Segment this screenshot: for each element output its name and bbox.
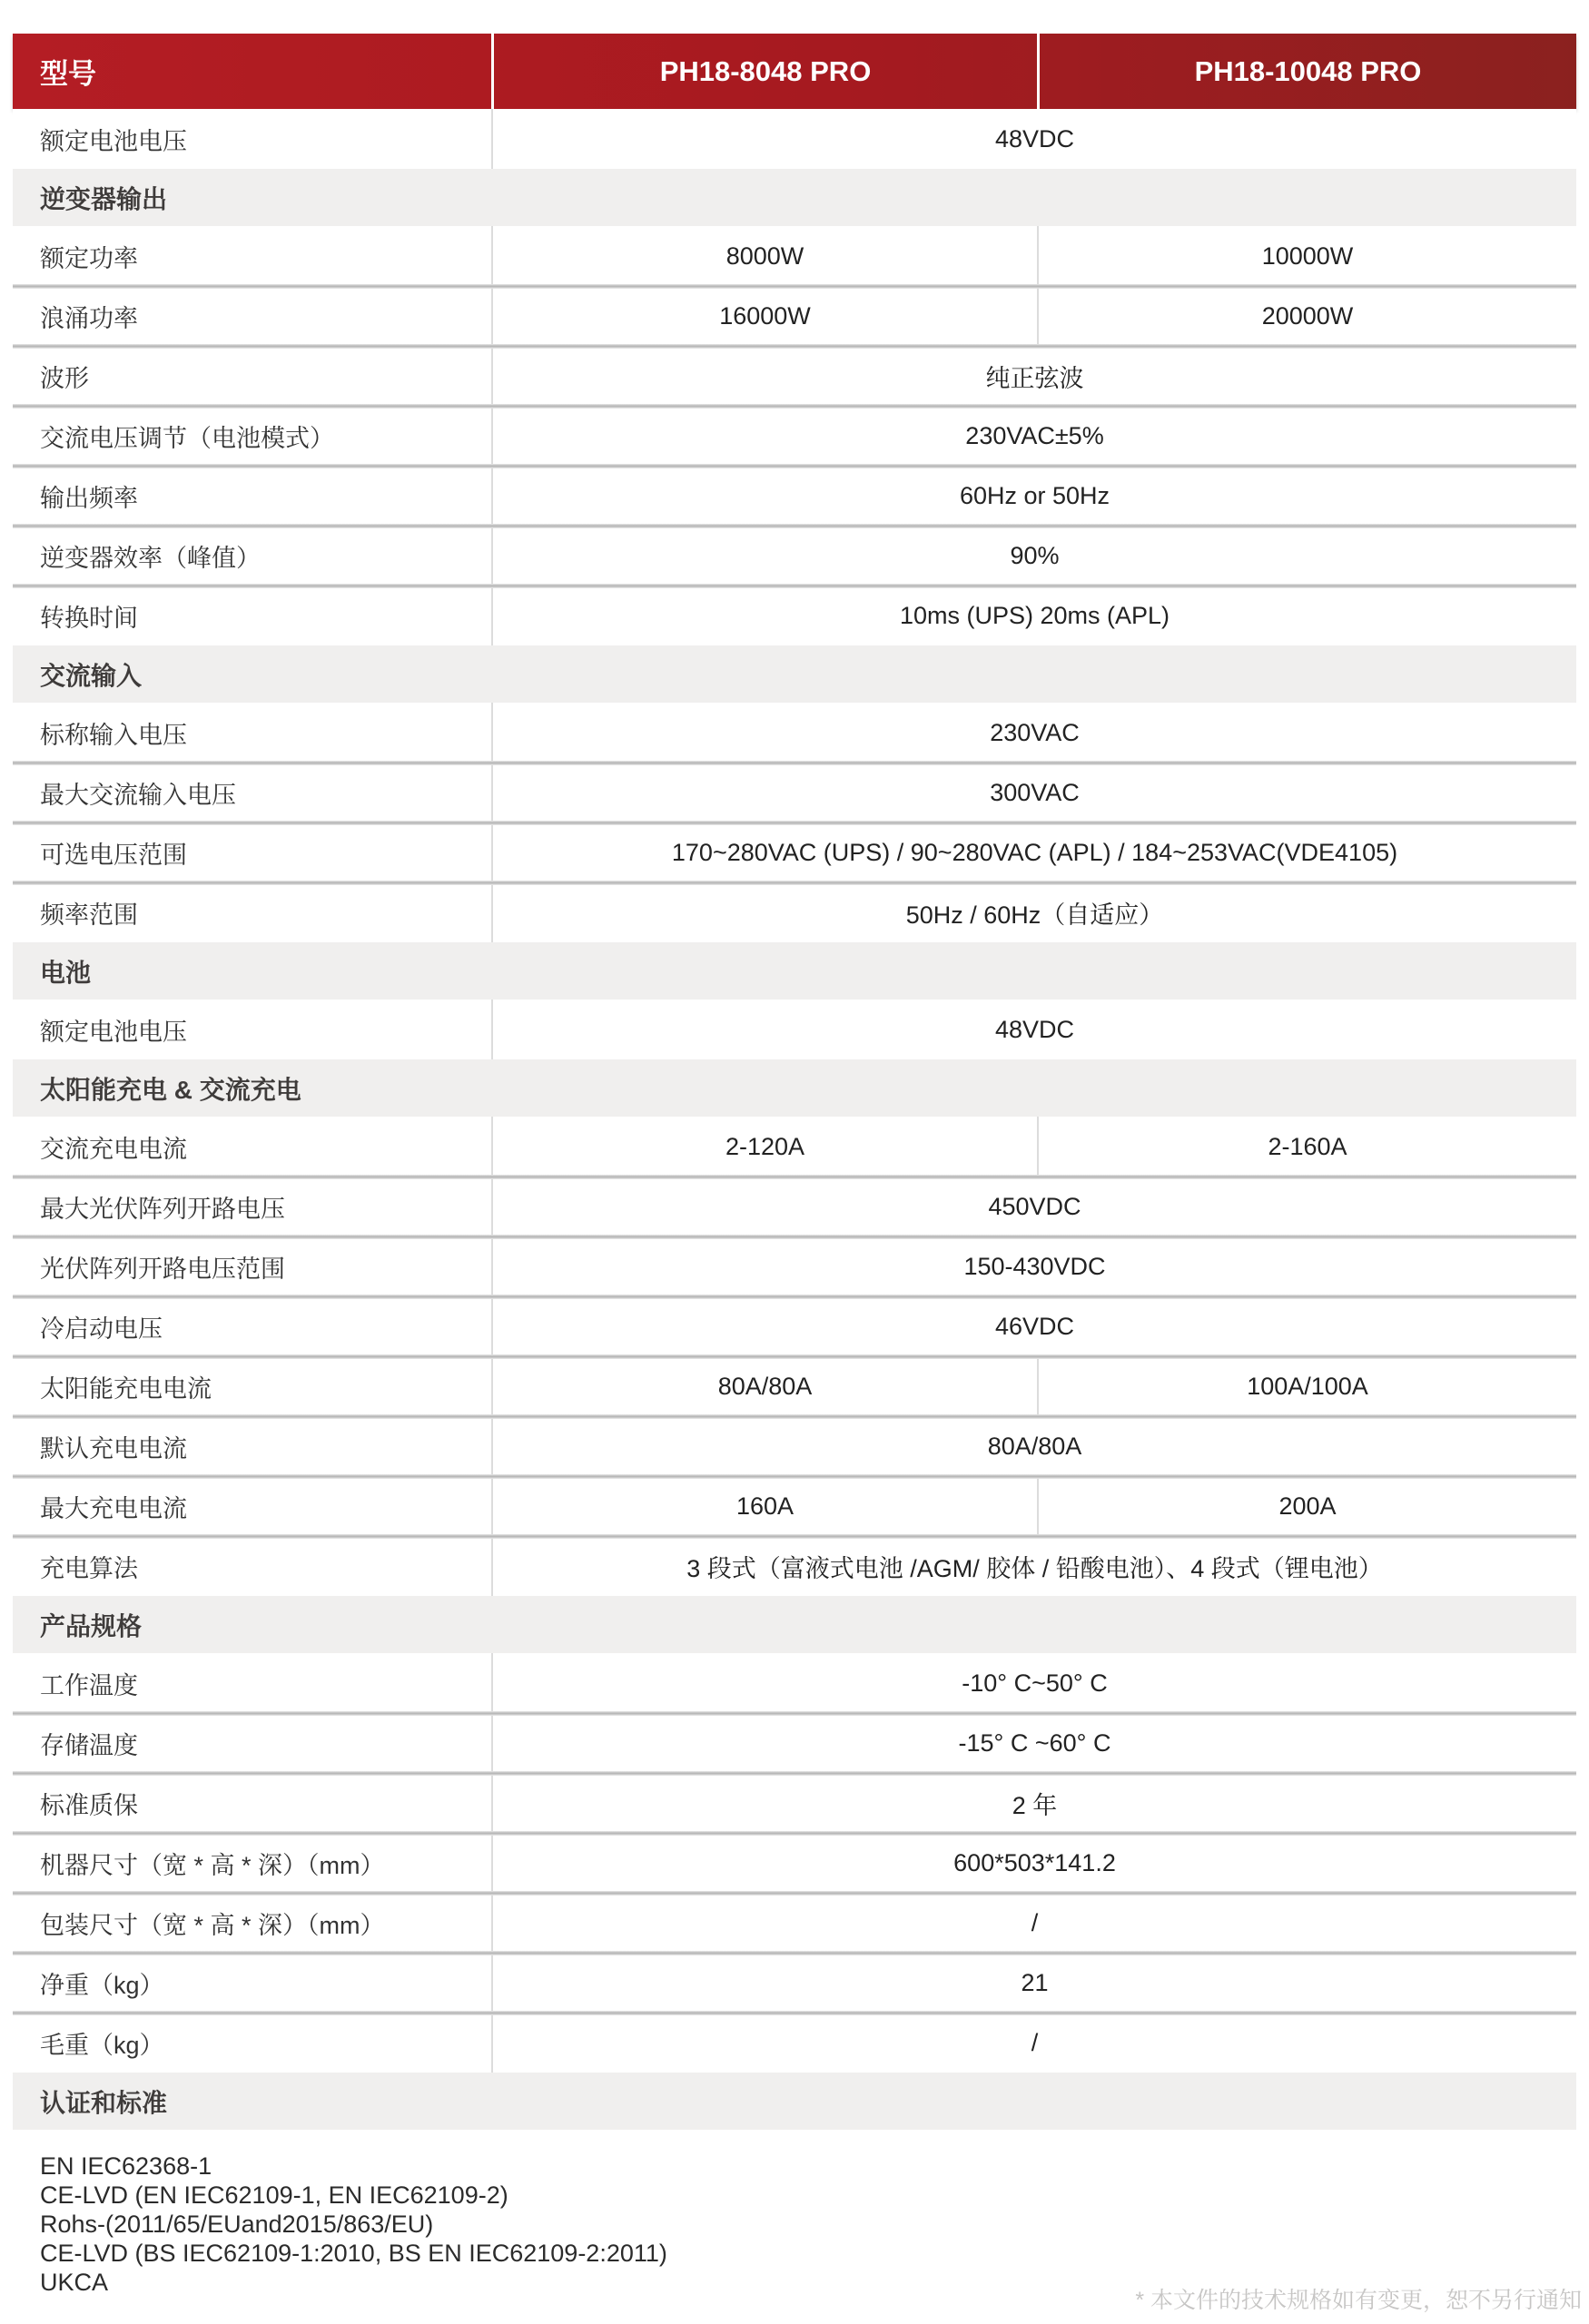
spec-label: 浪涌功率 [40, 304, 138, 332]
spec-row [13, 1833, 1576, 1893]
spec-row [13, 1000, 1576, 1059]
spec-label: 冷启动电压 [40, 1315, 163, 1343]
spec-value-product-2: 200A [1037, 1476, 1576, 1536]
spec-value: 170~280VAC (UPS) / 90~280VAC (APL) / 184~253VAC(VDE4105) [491, 822, 1576, 882]
spec-row [13, 1117, 1576, 1177]
table-body [13, 109, 1576, 2130]
certification-line: EN IEC62368-1 [40, 2152, 212, 2180]
spec-value-product-2: 20000W [1037, 286, 1576, 346]
spec-label: 频率范围 [40, 901, 138, 929]
spec-value: 90% [491, 526, 1576, 586]
spec-row [13, 586, 1576, 645]
spec-label: 额定电池电压 [40, 127, 187, 155]
spec-label: 交流电压调节（电池模式） [40, 424, 334, 452]
spec-label: 最大光伏阵列开路电压 [40, 1195, 285, 1223]
spec-label: 默认充电电流 [40, 1434, 187, 1462]
spec-row [13, 226, 1576, 286]
spec-value: 48VDC [491, 109, 1576, 169]
spec-row [13, 822, 1576, 882]
spec-value: / [491, 1893, 1576, 1953]
spec-label: 交流充电电流 [40, 1135, 187, 1163]
spec-row [13, 286, 1576, 346]
section-header-row [13, 645, 1576, 703]
spec-value-product-1: 8000W [491, 226, 1037, 286]
product-column-header-1: PH18-8048 PRO [491, 34, 1037, 109]
spec-label: 可选电压范围 [40, 841, 187, 869]
spec-label: 毛重（kg） [40, 2031, 164, 2059]
spec-table [13, 34, 1576, 2306]
spec-row [13, 1177, 1576, 1236]
spec-label: 转换时间 [40, 604, 138, 632]
section-header-row [13, 1596, 1576, 1653]
spec-value-product-1: 2-120A [491, 1117, 1037, 1177]
certification-line: Rohs-(2011/65/EUand2015/863/EU) [40, 2211, 434, 2238]
spec-label: 波形 [40, 364, 89, 392]
section-title: 产品规格 [40, 1611, 143, 1640]
spec-value: 450VDC [491, 1177, 1576, 1236]
spec-row [13, 703, 1576, 763]
spec-value: 3 段式（富液式电池 /AGM/ 胶体 / 铅酸电池）、4 段式（锂电池） [491, 1536, 1576, 1596]
spec-row [13, 1476, 1576, 1536]
spec-label: 工作温度 [40, 1671, 138, 1699]
section-header-row [13, 2073, 1576, 2130]
certification-line: CE-LVD (BS IEC62109-1:2010, BS EN IEC62109-2:2011) [40, 2240, 667, 2267]
spec-label: 逆变器效率（峰值） [40, 544, 261, 572]
spec-label: 太阳能充电电流 [40, 1374, 212, 1403]
spec-value: -10° C~50° C [491, 1653, 1576, 1713]
spec-row [13, 2013, 1576, 2073]
spec-value: / [491, 2013, 1576, 2073]
spec-label: 最大充电电流 [40, 1494, 187, 1522]
section-title: 逆变器输出 [40, 184, 168, 213]
spec-value: 21 [491, 1953, 1576, 2013]
spec-row [13, 1653, 1576, 1713]
certification-line: UKCA [40, 2269, 109, 2296]
spec-value: 230VAC [491, 703, 1576, 763]
spec-row [13, 1893, 1576, 1953]
spec-row [13, 1536, 1576, 1596]
spec-row [13, 882, 1576, 942]
spec-label: 输出频率 [40, 484, 138, 512]
spec-value: 2 年 [491, 1773, 1576, 1833]
spec-value: 600*503*141.2 [491, 1833, 1576, 1893]
spec-label: 存储温度 [40, 1731, 138, 1759]
spec-value: 纯正弦波 [491, 346, 1576, 406]
section-header-row [13, 942, 1576, 1000]
spec-value-product-1: 80A/80A [491, 1356, 1037, 1416]
certification-line: CE-LVD (EN IEC62109-1, EN IEC62109-2) [40, 2181, 508, 2209]
spec-row [13, 1356, 1576, 1416]
spec-row [13, 1953, 1576, 2013]
model-column-header: 型号 [40, 58, 96, 90]
spec-row [13, 526, 1576, 586]
section-title: 认证和标准 [40, 2088, 168, 2117]
spec-value: 60Hz or 50Hz [491, 466, 1576, 526]
spec-value: 50Hz / 60Hz（自适应） [491, 882, 1576, 942]
spec-value-product-2: 100A/100A [1037, 1356, 1576, 1416]
spec-value: 230VAC±5% [491, 406, 1576, 466]
certifications-block [13, 2130, 1576, 2306]
product-column-header-2: PH18-10048 PRO [1037, 34, 1576, 109]
spec-value-product-2: 2-160A [1037, 1117, 1576, 1177]
spec-row [13, 1713, 1576, 1773]
spec-label: 充电算法 [40, 1554, 138, 1582]
section-title: 太阳能充电 & 交流充电 [40, 1075, 301, 1104]
spec-row [13, 406, 1576, 466]
footnote: * 本文件的技术规格如有变更，恕不另行通知 [1135, 2288, 1582, 2313]
spec-value: 48VDC [491, 1000, 1576, 1059]
spec-row [13, 1296, 1576, 1356]
section-header-row [13, 169, 1576, 226]
spec-row [13, 763, 1576, 822]
spec-label: 标准质保 [40, 1791, 138, 1819]
spec-label: 标称输入电压 [40, 721, 187, 749]
spec-row [13, 466, 1576, 526]
spec-value: -15° C ~60° C [491, 1713, 1576, 1773]
spec-label: 净重（kg） [40, 1971, 164, 1999]
spec-row [13, 109, 1576, 169]
table-header-row [13, 34, 1576, 109]
section-header-row [13, 1059, 1576, 1117]
spec-value-product-1: 160A [491, 1476, 1037, 1536]
spec-row [13, 1773, 1576, 1833]
spec-value: 300VAC [491, 763, 1576, 822]
spec-value-product-2: 10000W [1037, 226, 1576, 286]
spec-label: 包装尺寸（宽 * 高 * 深）（mm） [40, 1911, 385, 1939]
spec-row [13, 346, 1576, 406]
spec-value: 10ms (UPS) 20ms (APL) [491, 586, 1576, 645]
spec-row [13, 1416, 1576, 1476]
section-title: 交流输入 [40, 661, 143, 690]
spec-label: 额定功率 [40, 244, 138, 272]
spec-label: 光伏阵列开路电压范围 [40, 1255, 285, 1283]
spec-label: 额定电池电压 [40, 1018, 187, 1046]
spec-value: 80A/80A [491, 1416, 1576, 1476]
spec-value: 150-430VDC [491, 1236, 1576, 1296]
section-title: 电池 [40, 958, 92, 987]
spec-value: 46VDC [491, 1296, 1576, 1356]
spec-label: 机器尺寸（宽 * 高 * 深）（mm） [40, 1851, 385, 1879]
spec-row [13, 1236, 1576, 1296]
spec-value-product-1: 16000W [491, 286, 1037, 346]
spec-label: 最大交流输入电压 [40, 781, 236, 809]
